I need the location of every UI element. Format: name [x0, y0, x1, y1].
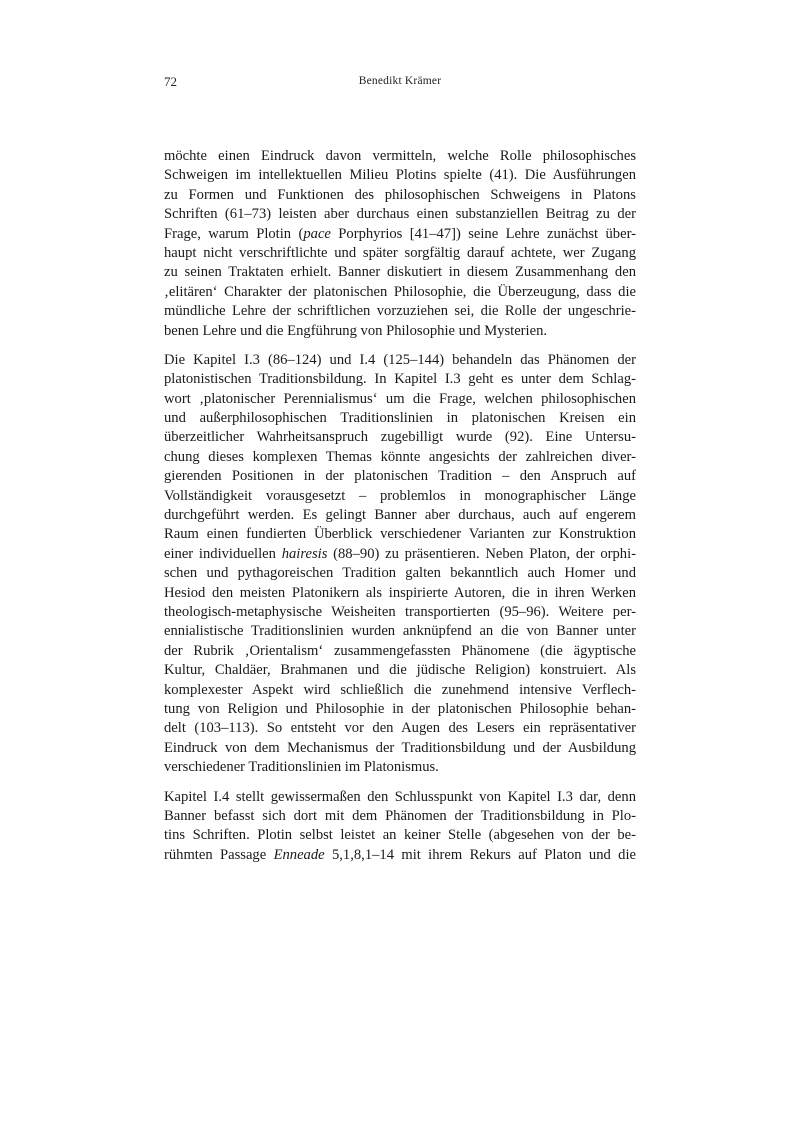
- text-line: [164, 622, 636, 641]
- text-run: der Rubrik ‚Orientalism‘ zusammengefassten Phänomene (die ägyptische: [164, 642, 636, 659]
- text-run: Banner befasst sich dort mit dem Phänomen der Traditionsbildung in Plo-: [164, 807, 636, 824]
- text-line: [164, 681, 636, 700]
- text-run: (88–90) zu präsentieren. Neben Platon, der orphi-: [327, 545, 636, 562]
- text-line: [164, 283, 636, 302]
- text-line: [164, 661, 636, 680]
- text-line: [164, 448, 636, 467]
- text-line: [164, 225, 636, 244]
- text-line: [164, 487, 636, 506]
- text-run: möchte einen Eindruck davon vermitteln, welche Rolle philosophisches: [164, 148, 636, 164]
- text-run: Vollständigkeit vorausgesetzt – problemlos in monographischer Länge: [164, 487, 636, 504]
- text-line: [164, 409, 636, 428]
- text-line: [164, 719, 636, 738]
- text-line: [164, 846, 636, 865]
- text-run: haupt nicht verschriftlichte und später sorgfältig darauf achtete, wer Zugang: [164, 244, 636, 261]
- text-run: und außerphilosophischen Traditionslinien in platonischen Kreisen ein: [164, 410, 636, 427]
- text-run: wort ‚platonischer Perennialismus‘ um die Frage, welchen philosophischen: [164, 390, 636, 407]
- text-line: [164, 739, 636, 758]
- text-line: [164, 428, 636, 447]
- text-line: [164, 788, 636, 807]
- text-line: [164, 205, 636, 224]
- text-run: Schweigen im intellektuellen Milieu Plotins spielte (41). Die Ausführungen: [164, 167, 636, 184]
- running-head: [164, 74, 636, 94]
- text-run: Hesiod den meisten Platonikern als inspirierte Autoren, die in ihren Werken: [164, 584, 636, 601]
- italic-term: pace: [303, 225, 331, 242]
- text-run: ‚elitären‘ Charakter der platonischen Philosophie, die Überzeugung, dass die: [164, 283, 636, 300]
- italic-term: Enneade: [273, 846, 325, 863]
- text-line: [164, 244, 636, 263]
- text-line: [164, 322, 636, 341]
- body-text: [164, 147, 636, 865]
- text-run: Kapitel I.4 stellt gewissermaßen den Schlusspunkt von Kapitel I.3 dar, denn: [164, 788, 636, 805]
- text-run: komplexester Aspekt wird schließlich die zunehmend intensive Verflech-: [164, 681, 636, 698]
- text-line: [164, 166, 636, 185]
- text-run: durchgeführt werden. Es gelingt Banner aber durchaus, auch auf engerem: [164, 507, 636, 524]
- page-number: 72: [164, 74, 177, 89]
- text-line: [164, 506, 636, 525]
- text-line: [164, 758, 636, 777]
- text-line: [164, 564, 636, 583]
- text-run: zu Formen und Funktionen des philosophischen Schweigens in Platons: [164, 186, 636, 203]
- text-run: tung von Religion und Philosophie in der platonischen Philosophie behan-: [164, 700, 636, 717]
- text-run: 5,1,8,1–14 mit ihrem Rekurs auf Platon und die: [324, 846, 636, 863]
- text-line: [164, 807, 636, 826]
- text-run: rühmten Passage: [164, 846, 274, 863]
- text-line: [164, 700, 636, 719]
- text-run: Eindruck von dem Mechanismus der Traditionsbildung und der Ausbildung: [164, 739, 636, 756]
- text-run: Raum einen fundierten Überblick verschiedener Varianten zur Konstruktion: [164, 526, 636, 543]
- text-line: [164, 525, 636, 544]
- text-line: [164, 642, 636, 661]
- text-line: [164, 351, 636, 370]
- text-line: [164, 302, 636, 321]
- running-title: Benedikt Krämer: [358, 75, 442, 87]
- text-line: [164, 147, 636, 166]
- text-run: delt (103–113). So entsteht vor den Augen des Lesers ein repräsentativer: [164, 720, 636, 737]
- text-run: benen Lehre und die Engführung von Philosophie und Mysterien.: [164, 322, 548, 339]
- text-run: Porphyrios [41–47]) seine Lehre zunächst über-: [330, 225, 636, 242]
- text-run: schen und pythagoreischen Tradition galten bekanntlich auch Homer und: [164, 565, 636, 582]
- text-run: chung dieses komplexen Themas könnte angesichts der zahlreichen diver-: [164, 448, 636, 465]
- text-run: gierenden Positionen in der platonischen Tradition – den Anspruch auf: [164, 468, 636, 485]
- text-run: theologisch-metaphysische Weisheiten transportierten (95–96). Weitere per-: [164, 603, 636, 620]
- text-run: zu seinen Traktaten erhielt. Banner diskutiert in diesem Zusammenhang den: [164, 264, 636, 281]
- text-run: tins Schriften. Plotin selbst leistet an keiner Stelle (abgesehen von der be-: [164, 827, 636, 844]
- text-run: ennialistische Traditionslinien wurden anknüpfend an die von Banner unter: [164, 623, 636, 640]
- text-line: [164, 826, 636, 845]
- text-line: [164, 263, 636, 282]
- text-run: einer individuellen: [164, 545, 282, 562]
- text-run: mündliche Lehre der schriftlichen vorzuziehen sei, die Rolle der ungeschrie-: [164, 303, 636, 320]
- text-run: überzeitlicher Wahrheitsanspruch zugebilligt wurde (92). Eine Untersu-: [164, 429, 636, 446]
- text-line: [164, 545, 636, 564]
- text-run: Schriften (61–73) leisten aber durchaus einen substanziellen Beitrag zu der: [164, 206, 636, 223]
- text-run: platonistischen Traditionsbildung. In Kapitel I.3 geht es unter dem Schlag-: [164, 371, 636, 388]
- paragraph: [164, 147, 636, 341]
- text-line: [164, 186, 636, 205]
- text-line: [164, 467, 636, 486]
- italic-term: hairesis: [281, 545, 328, 562]
- text-line: [164, 603, 636, 622]
- text-run: Frage, warum Plotin (: [164, 225, 304, 242]
- text-run: Die Kapitel I.3 (86–124) und I.4 (125–144) behandeln das Phänomen der: [164, 351, 636, 368]
- text-run: Kultur, Chaldäer, Brahmanen und die jüdische Religion) konstruiert. Als: [164, 662, 636, 679]
- text-line: [164, 370, 636, 389]
- text-line: [164, 584, 636, 603]
- text-run: verschiedener Traditionslinien im Platonismus.: [164, 759, 439, 776]
- text-line: [164, 390, 636, 409]
- paragraph: [164, 351, 636, 778]
- paragraph: [164, 788, 636, 866]
